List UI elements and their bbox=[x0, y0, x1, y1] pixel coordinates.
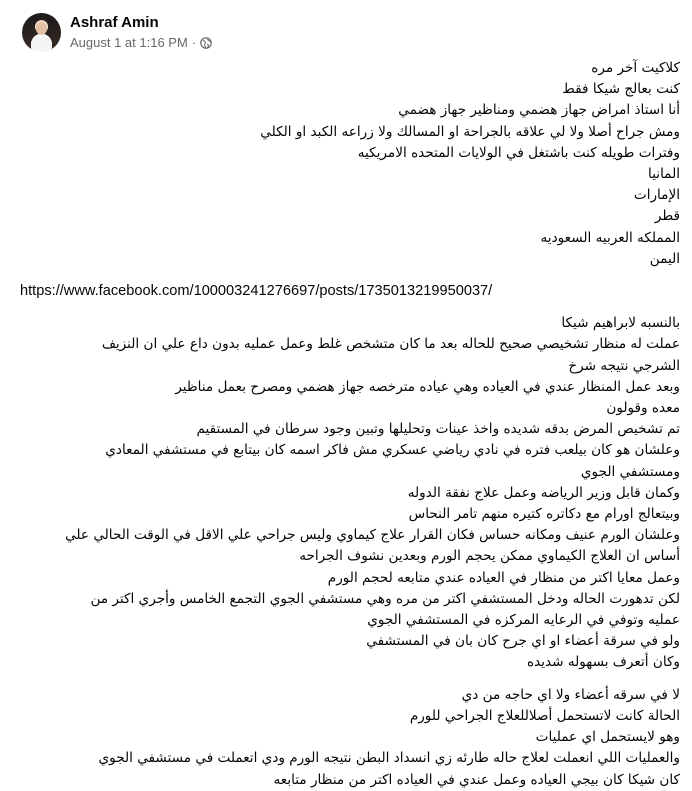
post-text-line: ولو في سرقة أعضاء او اي جرح كان بان في المستشفي bbox=[366, 633, 680, 650]
post-link[interactable]: https://www.facebook.com/100003241276697/posts/1735013219950037/ bbox=[20, 283, 493, 300]
post-header bbox=[22, 11, 212, 53]
post-meta bbox=[70, 35, 212, 51]
post-link-line bbox=[14, 281, 680, 302]
post-text-line: ومستشفي الجوي bbox=[580, 463, 680, 480]
avatar-face bbox=[36, 22, 47, 35]
post-timestamp[interactable]: August 1 at 1:16 PM bbox=[70, 34, 188, 50]
post-text-line: اليمن bbox=[649, 250, 680, 267]
post-text-line: وكان أتعرف بسهوله شديده bbox=[526, 654, 680, 671]
post-text-line: أساس ان العلاج الكيماوي ممكن يحجم الورم وبعدين نشوف الجراحه bbox=[299, 548, 680, 565]
post-text-line: معده وقولون bbox=[606, 400, 680, 417]
paragraph-spacer bbox=[14, 674, 680, 685]
post-text-line: لا في سرقه أعضاء ولا اي حاجه من دي bbox=[461, 686, 680, 703]
post-text-line: وفترات طويله كنت باشتغل في الولايات المتحده الامريكيه bbox=[357, 144, 680, 161]
post-text-line: الإمارات bbox=[633, 187, 680, 204]
post-text-line: وبعد عمل المنظار عندي في العياده وهي عياده مترخصه جهاز هضمي ومصرح بعمل مناظير bbox=[175, 378, 680, 395]
paragraph-spacer bbox=[14, 270, 680, 281]
post-text-line: الحالة كانت لاتستحمل أصلاللعلاج الجراحي للورم bbox=[409, 707, 680, 724]
post-text-line: وعلشان هو كان بيلعب فتره في نادي رياضي عسكري مش فاكر اسمه كان بيتابع في مستشفي المعادي bbox=[105, 442, 680, 459]
meta-separator: · bbox=[191, 34, 197, 50]
post-text-line: وعمل معايا اكتر من منظار في العياده عندي متابعه لحجم الورم bbox=[327, 569, 680, 586]
paragraph-spacer bbox=[14, 302, 680, 313]
post-text-line: والعمليات اللي انعملت لعلاج حاله طارئه زي انسداد البطن نتيجه الورم ودي اتعملت في مستشفي الجوي bbox=[98, 750, 680, 767]
post-text-line: وهو لايستحمل اي عمليات bbox=[535, 729, 680, 746]
post-text-line: لكن تدهورت الحاله ودخل المستشفي اكتر من مره وهي مستشفي الجوي التجمع الخامس وأجري اكتر من bbox=[90, 590, 680, 607]
post-text-line: وبيتعالج اورام مع دكاتره كتيره منهم تامر النحاس bbox=[408, 506, 680, 523]
author-name[interactable]: Ashraf Amin bbox=[70, 13, 159, 31]
author-avatar[interactable] bbox=[22, 13, 61, 52]
post-text-line: وعلشان الورم عنيف ومكانه حساس فكان القرار علاج كيماوي وليس جراحي علي الاقل في الوقت الحالي علي bbox=[65, 527, 680, 544]
header-text bbox=[70, 14, 212, 51]
post-text-line: أنا استاذ امراض جهاز هضمي ومناظير جهاز هضمي bbox=[398, 102, 680, 119]
post-text-line: الشرجي نتيجه شرخ bbox=[568, 357, 680, 374]
post-text-line: عمليه وتوفي في الرعايه المركزه في المستشفي الجوي bbox=[367, 612, 680, 629]
post-text-line: المانيا bbox=[648, 166, 680, 183]
post-text-line: قطر bbox=[654, 208, 680, 225]
avatar-robe bbox=[31, 36, 52, 52]
post-text-line: المملكه العربيه السعوديه bbox=[540, 229, 680, 246]
post-text-line: بالنسبه لابراهيم شيكا bbox=[561, 315, 680, 332]
post-text-line: كلاكيت آخر مره bbox=[591, 60, 680, 76]
post-text-line: ومش جراح أصلا ولا لي علاقه بالجراحة او المسالك ولا زراعه الكبد او الكلي bbox=[260, 123, 680, 140]
globe-icon[interactable] bbox=[200, 37, 212, 49]
post-text-line: كان شيكا كان بيجي العياده وعمل عندي في العياده اكتر من منظار متابعه bbox=[273, 771, 680, 788]
post-text-line: عملت له منظار تشخيصي صحيح للحاله بعد ما كان متشخص غلط وعمل عمليه بدون داع علي ان النزيف bbox=[101, 336, 680, 353]
post-text-line: تم تشخيص المرض بدقه شديده واخذ عينات وتحليلها وتبين وجود سرطان في المستقيم bbox=[196, 421, 680, 438]
post-text-line: وكمان قابل وزير الرياضه وعمل علاج نفقة الدوله bbox=[407, 484, 680, 501]
post-body bbox=[14, 58, 680, 791]
post-text-line: كنت بعالج شيكا فقط bbox=[562, 81, 680, 98]
